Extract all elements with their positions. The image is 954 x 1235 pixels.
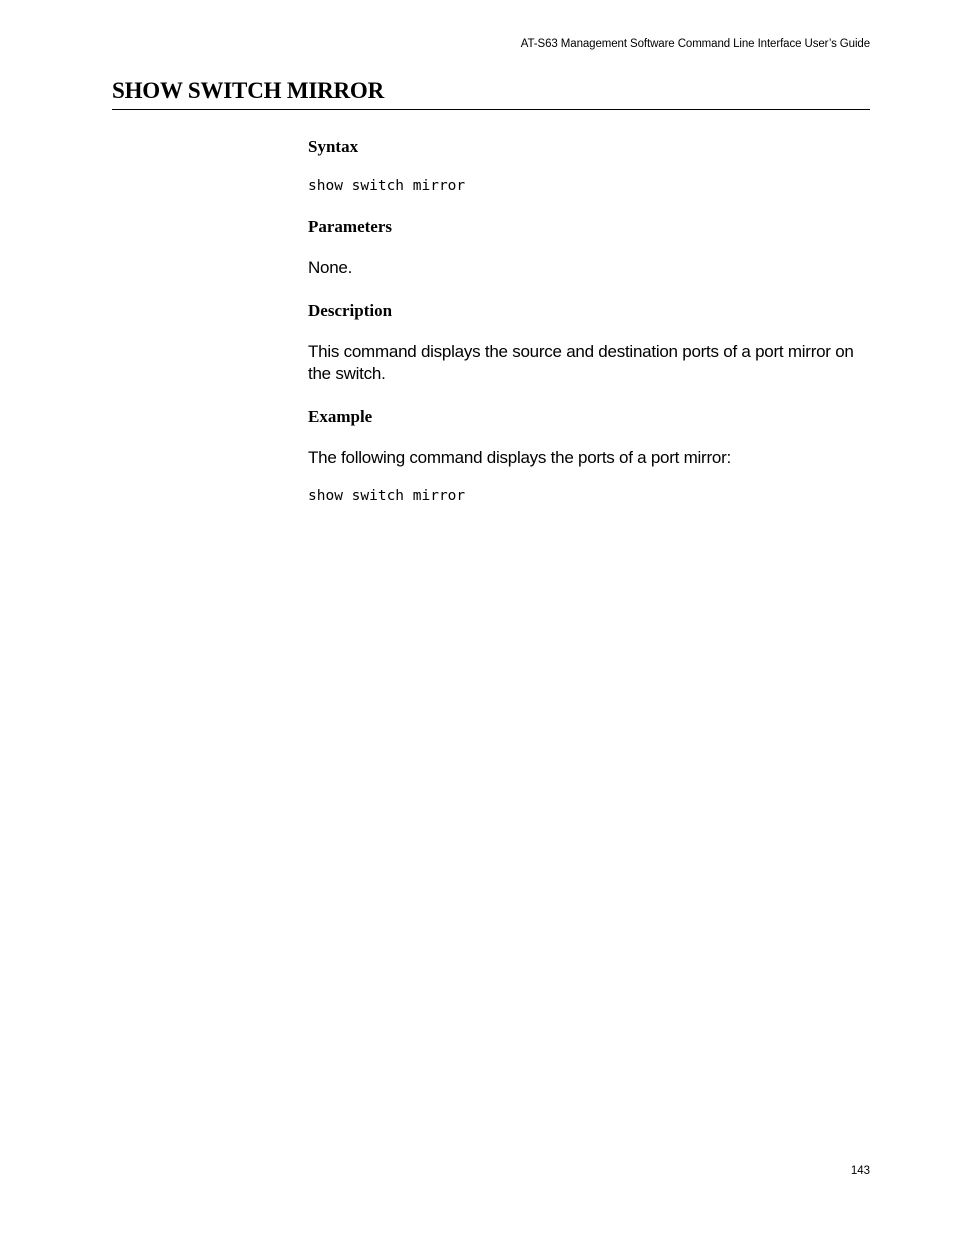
description-text: This command displays the source and destination ports of a port mirror on the switch. bbox=[308, 342, 854, 383]
syntax-heading: Syntax bbox=[308, 137, 359, 156]
description-heading: Description bbox=[308, 301, 393, 320]
parameters-heading: Parameters bbox=[308, 217, 393, 236]
page-title: SHOW SWITCH MIRROR bbox=[112, 78, 385, 103]
running-header: AT-S63 Management Software Command Line Interface User’s Guide bbox=[520, 38, 870, 50]
example-code: show switch mirror bbox=[308, 488, 466, 504]
example-heading: Example bbox=[308, 407, 373, 426]
title-rule bbox=[112, 109, 870, 110]
parameters-text: None. bbox=[308, 258, 353, 277]
page-number: 143 bbox=[850, 1165, 870, 1177]
command-content bbox=[308, 136, 870, 506]
example-text: The following command displays the ports of a port mirror: bbox=[308, 448, 731, 467]
syntax-code: show switch mirror bbox=[308, 178, 466, 194]
